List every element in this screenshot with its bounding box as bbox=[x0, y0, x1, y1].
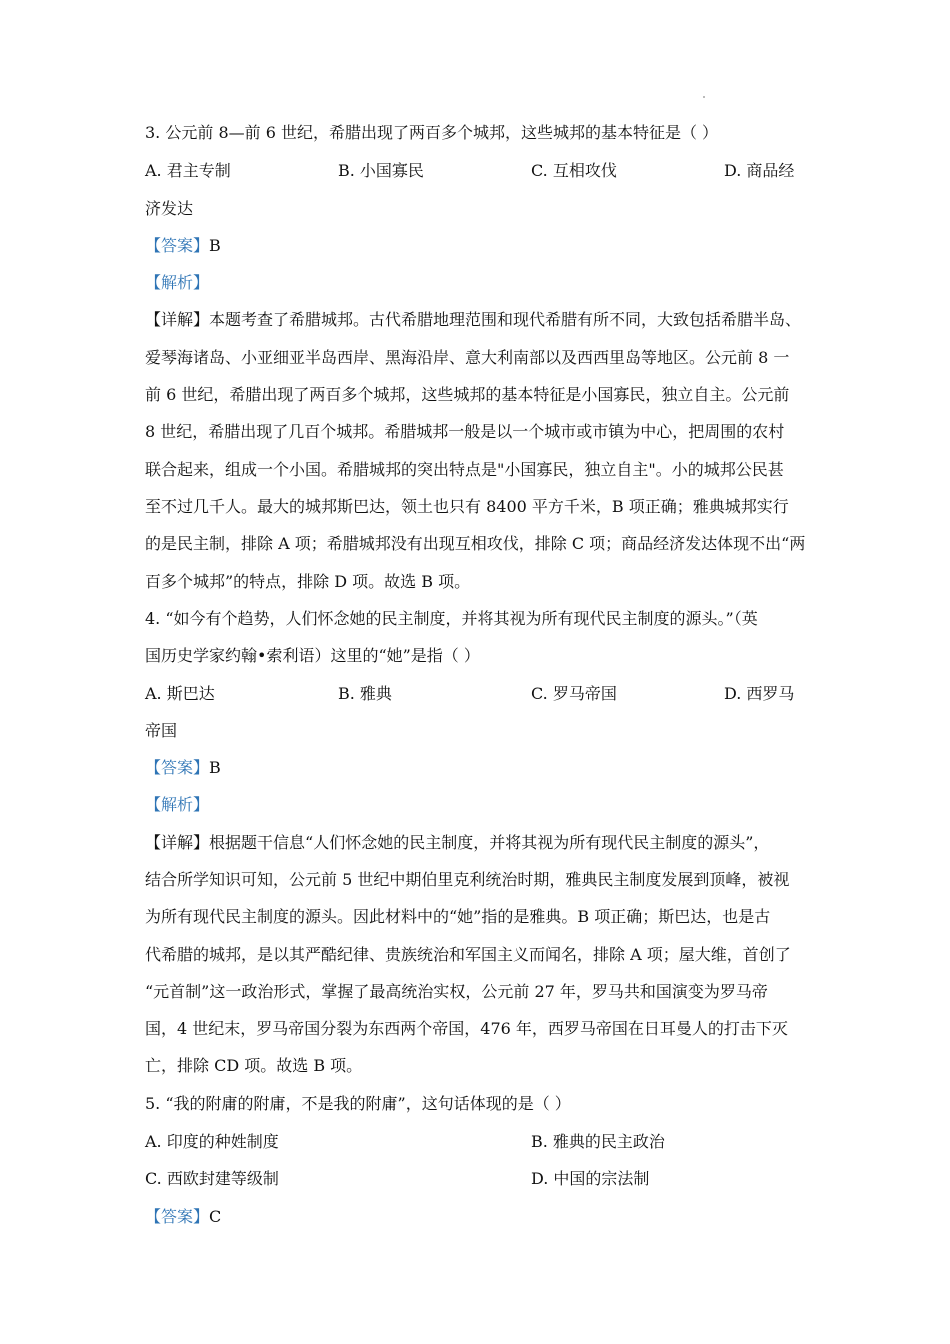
q3-detail-line: 的是民主制，排除 A 项；希腊城邦没有出现互相攻伐，排除 C 项；商品经济发达体现不出“两 bbox=[145, 534, 806, 553]
q4-option-b: B. 雅典 bbox=[338, 684, 392, 703]
q5-answer bbox=[145, 1207, 221, 1227]
q3-detail-line: 【详解】本题考查了希腊城邦。古代希腊地理范围和现代希腊有所不同，大致包括希腊半岛、 bbox=[145, 310, 802, 329]
answer-value: B bbox=[209, 758, 221, 777]
q4-analysis-tag: 【解析】 bbox=[145, 795, 210, 814]
detail-tag: 【详解】 bbox=[145, 310, 210, 329]
q4-option-d-cont: 帝国 bbox=[145, 721, 178, 740]
q4-detail-line: 国，4 世纪末，罗马帝国分裂为东西两个帝国，476 年，西罗马帝国在日耳曼人的打击下灭 bbox=[145, 1019, 788, 1038]
q4-detail-line: 为所有现代民主制度的源头。因此材料中的“她”指的是雅典。B 项正确；斯巴达，也是古 bbox=[145, 907, 771, 926]
q4-option-d: D. 西罗马 bbox=[724, 684, 795, 703]
q3-detail-line: 前 6 世纪，希腊出现了两百多个城邦，这些城邦的基本特征是小国寡民，独立自主。公元前 bbox=[145, 385, 790, 404]
answer-tag: 【答案】 bbox=[145, 1207, 210, 1226]
q4-detail-line: 亡，排除 CD 项。故选 B 项。 bbox=[145, 1056, 363, 1075]
q3-detail-line: 至不过几千人。最大的城邦斯巴达，领土也只有 8400 平方千米，B 项正确；雅典城邦实行 bbox=[145, 497, 789, 516]
q4-stem-line: 国历史学家约翰•索利语）这里的“她”是指（ ） bbox=[145, 646, 480, 665]
q5-stem: 5. “我的附庸的附庸，不是我的附庸”，这句话体现的是（ ） bbox=[145, 1094, 571, 1113]
q3-detail-line: 爱琴海诸岛、小亚细亚半岛西岸、黑海沿岸、意大利南部以及西西里岛等地区。公元前 8 一 bbox=[145, 348, 790, 367]
q4-detail-line: 【详解】根据题干信息“人们怀念她的民主制度，并将其视为所有现代民主制度的源头”， bbox=[145, 833, 770, 852]
q3-option-d-cont: 济发达 bbox=[145, 199, 194, 218]
q3-detail-line: 联合起来，组成一个小国。希腊城邦的突出特点是"小国寡民，独立自主"。小的城邦公民甚 bbox=[145, 460, 784, 479]
scan-speck bbox=[703, 96, 705, 98]
answer-value: B bbox=[209, 236, 221, 255]
q5-option-a: A. 印度的种姓制度 bbox=[145, 1132, 279, 1151]
q3-option-a: A. 君主专制 bbox=[145, 161, 231, 180]
q3-analysis-tag: 【解析】 bbox=[145, 273, 210, 292]
q3-option-d: D. 商品经 bbox=[724, 161, 795, 180]
q4-stem-line: 4. “如今有个趋势，人们怀念她的民主制度，并将其视为所有现代民主制度的源头。”（英 bbox=[145, 609, 758, 628]
q3-stem: 3. 公元前 8—前 6 世纪，希腊出现了两百多个城邦，这些城邦的基本特征是（ ） bbox=[145, 123, 719, 142]
q5-option-b: B. 雅典的民主政治 bbox=[531, 1132, 665, 1151]
q5-option-c: C. 西欧封建等级制 bbox=[145, 1169, 279, 1188]
q3-option-c: C. 互相攻伐 bbox=[531, 161, 617, 180]
q4-option-a: A. 斯巴达 bbox=[145, 684, 215, 703]
answer-value: C bbox=[209, 1207, 222, 1226]
q3-answer bbox=[145, 236, 221, 256]
q3-detail-line: 8 世纪，希腊出现了几百个城邦。希腊城邦一般是以一个城市或市镇为中心，把周围的农村 bbox=[145, 422, 785, 441]
detail-tag: 【详解】 bbox=[145, 833, 210, 852]
q3-detail-line: 百多个城邦”的特点，排除 D 项。故选 B 项。 bbox=[145, 572, 471, 591]
q4-option-c: C. 罗马帝国 bbox=[531, 684, 617, 703]
q4-detail-line: 代希腊的城邦，是以其严酷纪律、贵族统治和军国主义而闻名，排除 A 项；屋大维，首创了 bbox=[145, 945, 791, 964]
q3-option-b: B. 小国寡民 bbox=[338, 161, 424, 180]
q4-answer bbox=[145, 758, 221, 778]
q4-detail-line: “元首制”这一政治形式，掌握了最高统治实权，公元前 27 年，罗马共和国演变为罗马帝 bbox=[145, 982, 768, 1001]
answer-tag: 【答案】 bbox=[145, 236, 210, 255]
q5-option-d: D. 中国的宗法制 bbox=[531, 1169, 650, 1188]
answer-tag: 【答案】 bbox=[145, 758, 210, 777]
q4-detail-line: 结合所学知识可知，公元前 5 世纪中期伯里克利统治时期，雅典民主制度发展到顶峰，被视 bbox=[145, 870, 790, 889]
